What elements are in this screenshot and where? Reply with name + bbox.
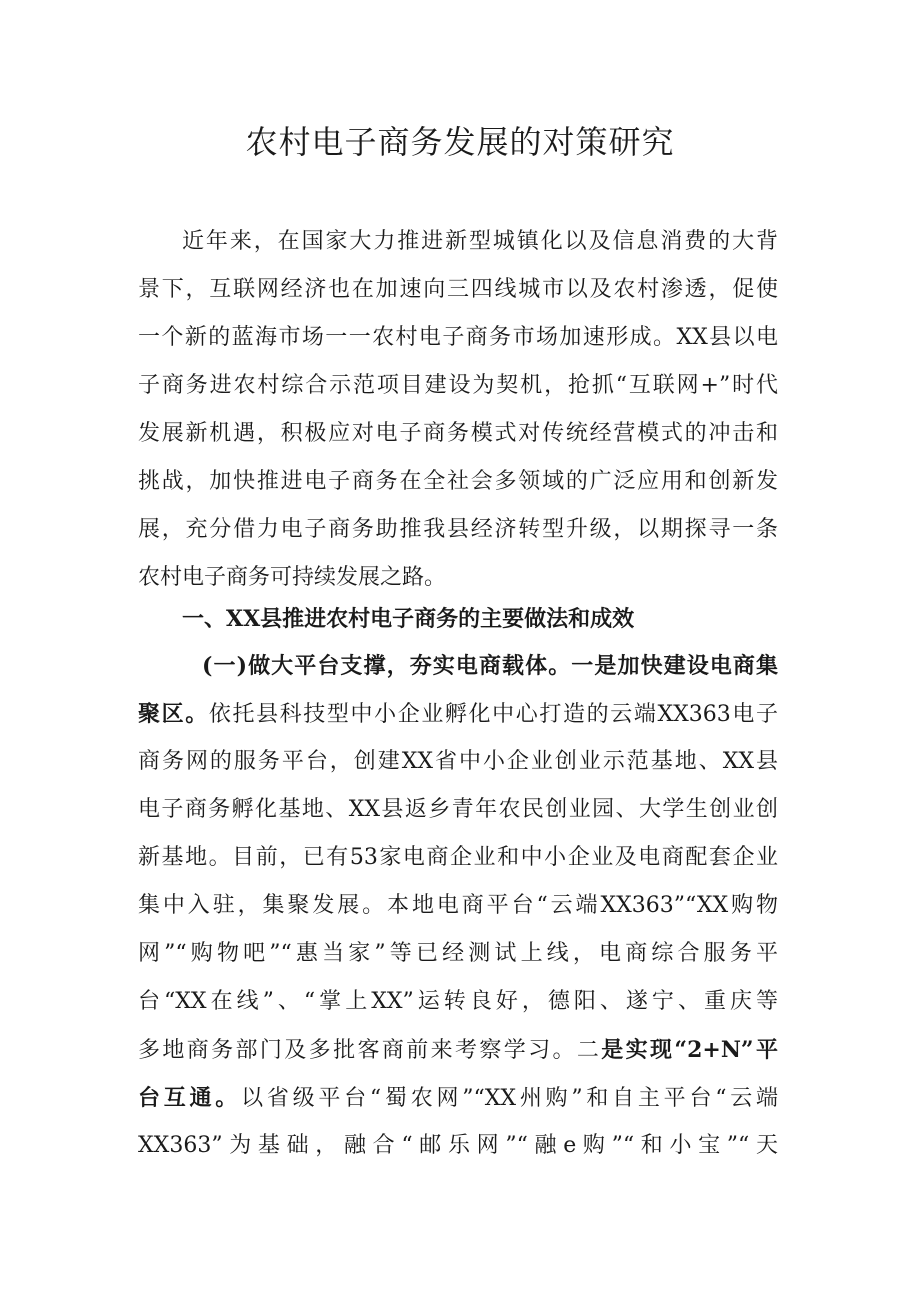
paragraph-line: 近年来，在国家大力推进新型城镇化以及信息消费的大背 (182, 229, 778, 254)
paragraph-line: 农村电子商务可持续发展之路。 (138, 565, 447, 590)
section-heading-block (138, 595, 778, 643)
subsection-heading-line: (一)做大平台支撑，夯实电商载体。一是加快建设电商集 (202, 653, 778, 679)
paragraph-line: 集中入驻，集聚发展。本地电商平台“云端XX363”“XX购物 (138, 893, 778, 918)
paragraph-line: 挑战，加快推进电子商务在全社会多领域的广泛应用和创新发 (138, 469, 778, 494)
section-heading: 一、XX县推进农村电子商务的主要做法和成效 (182, 606, 635, 632)
paragraph-line: 台“XX在线”、“掌上XX”运转良好，德阳、遂宁、重庆等 (138, 989, 778, 1014)
paragraph-line: 新基地。目前，已有53家电商企业和中小企业及电商配套企业 (138, 845, 778, 870)
paragraph-line: 景下，互联网经济也在加速向三四线城市以及农村渗透，促使 (138, 277, 778, 302)
paragraph-line: 商务网的服务平台，创建XX省中小企业创业示范基地、XX县 (138, 749, 778, 774)
paragraph-line: 发展新机遇，积极应对电子商务模式对传统经营模式的冲击和 (138, 421, 778, 446)
paragraph-line (138, 690, 778, 738)
inline-text: 以省级平台“蜀农网”“XX州购”和自主平台“云端 (241, 1086, 778, 1111)
inline-text: 多地商务部门及多批客商前来考察学习。二 (138, 1038, 602, 1063)
subsection-paragraph (138, 642, 778, 1170)
inline-bold-text: 是实现“2+N”平 (601, 1037, 778, 1063)
paragraph-line: 子商务进农村综合示范项目建设为契机，抢抓“互联网+”时代 (138, 373, 778, 398)
paragraph-line (138, 1074, 778, 1122)
paragraph-line: 网”“购物吧”“惠当家”等已经测试上线，电商综合服务平 (138, 941, 778, 966)
intro-paragraph (138, 218, 778, 602)
inline-bold-text: 聚区。 (138, 701, 209, 727)
paragraph-line: 电子商务孵化基地、XX县返乡青年农民创业园、大学生创业创 (138, 797, 778, 822)
inline-text: 依托县科技型中小企业孵化中心打造的云端XX363电子 (208, 702, 778, 727)
paragraph-line (138, 1026, 778, 1074)
document-title: 农村电子商务发展的对策研究 (245, 123, 675, 161)
paragraph-line: 一个新的蓝海市场一一农村电子商务市场加速形成。XX县以电 (138, 325, 778, 350)
paragraph-line: 展，充分借力电子商务助推我县经济转型升级，以期探寻一条 (138, 517, 778, 542)
paragraph-line: XX363”为基础，融合“邮乐网”“融e购”“和小宝”“天 (138, 1133, 778, 1158)
inline-bold-text: 台互通。 (138, 1085, 242, 1111)
